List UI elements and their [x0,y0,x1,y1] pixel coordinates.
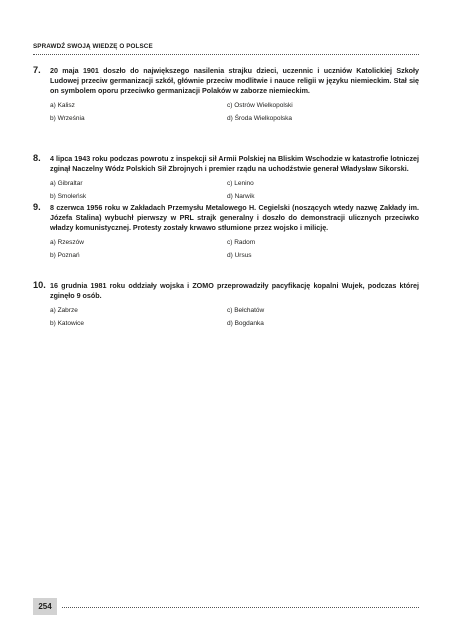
answer-d[interactable]: d) Bogdanka [227,320,264,327]
question-text: 16 grudnia 1981 roku oddziały wojska i ZOMO przeprowadziły pacyfikację kopalni Wujek, podczas której zginęło 9 osób. [50,282,419,300]
question-9 [33,203,419,261]
question-7 [33,66,419,124]
answer-d[interactable]: d) Ursus [227,252,252,259]
answer-options [50,100,419,124]
answer-b[interactable]: b) Katowice [50,320,84,327]
answer-a[interactable]: a) Zabrze [50,307,78,314]
question-text: 20 maja 1901 doszło do największego nasilenia strajku dzieci, uczennic i uczniów Katolickiej Szkoły Ludowej przeciw germanizacji szkół, głównie przeciw modlitwie i nauce religii w języku niemieckim. Stał się on symbolem oporu przeciwko germanizacji Polaków w zaborze niemieckim. [50,67,419,95]
header-divider [33,54,419,55]
page-header-title: SPRAWDŹ SWOJĄ WIEDZĘ O POLSCE [33,43,153,50]
question-number: 7. [33,65,41,75]
answer-c[interactable]: c) Radom [227,239,256,246]
answer-a[interactable]: a) Gibraltar [50,180,83,187]
question-8 [33,154,419,202]
answer-options [50,178,419,202]
answer-b[interactable]: b) Smoleńsk [50,193,87,200]
answer-d[interactable]: d) Narwik [227,193,255,200]
question-text: 8 czerwca 1956 roku w Zakładach Przemysłu Metalowego H. Cegielski (noszących wtedy nazwę Zakłady im. Józefa Stalina) wybuchł pierwszy w PRL strajk generalny i doszło do demonstracji ulicznych przeciwko władzy komunistycznej. Protesty zostały krwawo stłumione przez wojsko i milicję. [50,204,419,232]
answer-options [50,305,419,329]
answer-b[interactable]: b) Poznań [50,252,80,259]
answer-c[interactable]: c) Bełchatów [227,307,265,314]
footer-divider [62,607,419,608]
question-number: 10. [33,280,46,290]
question-number: 9. [33,202,41,212]
answer-a[interactable]: a) Rzeszów [50,239,84,246]
answer-c[interactable]: c) Lenino [227,180,254,187]
answer-a[interactable]: a) Kalisz [50,102,75,109]
question-number: 8. [33,153,41,163]
question-10 [33,281,419,329]
question-text: 4 lipca 1943 roku podczas powrotu z inspekcji sił Armii Polskiej na Bliskim Wschodzie w katastrofie lotniczej zginął Naczelny Wódz Polskich Sił Zbrojnych i premier rządu na uchodźstwie generał Władysław Sikorski. [50,155,419,173]
answer-b[interactable]: b) Września [50,115,85,122]
answer-options [50,237,419,261]
page-number-badge: 254 [33,598,57,615]
answer-d[interactable]: d) Środa Wielkopolska [227,115,293,122]
answer-c[interactable]: c) Ostrów Wielkopolski [227,102,293,109]
